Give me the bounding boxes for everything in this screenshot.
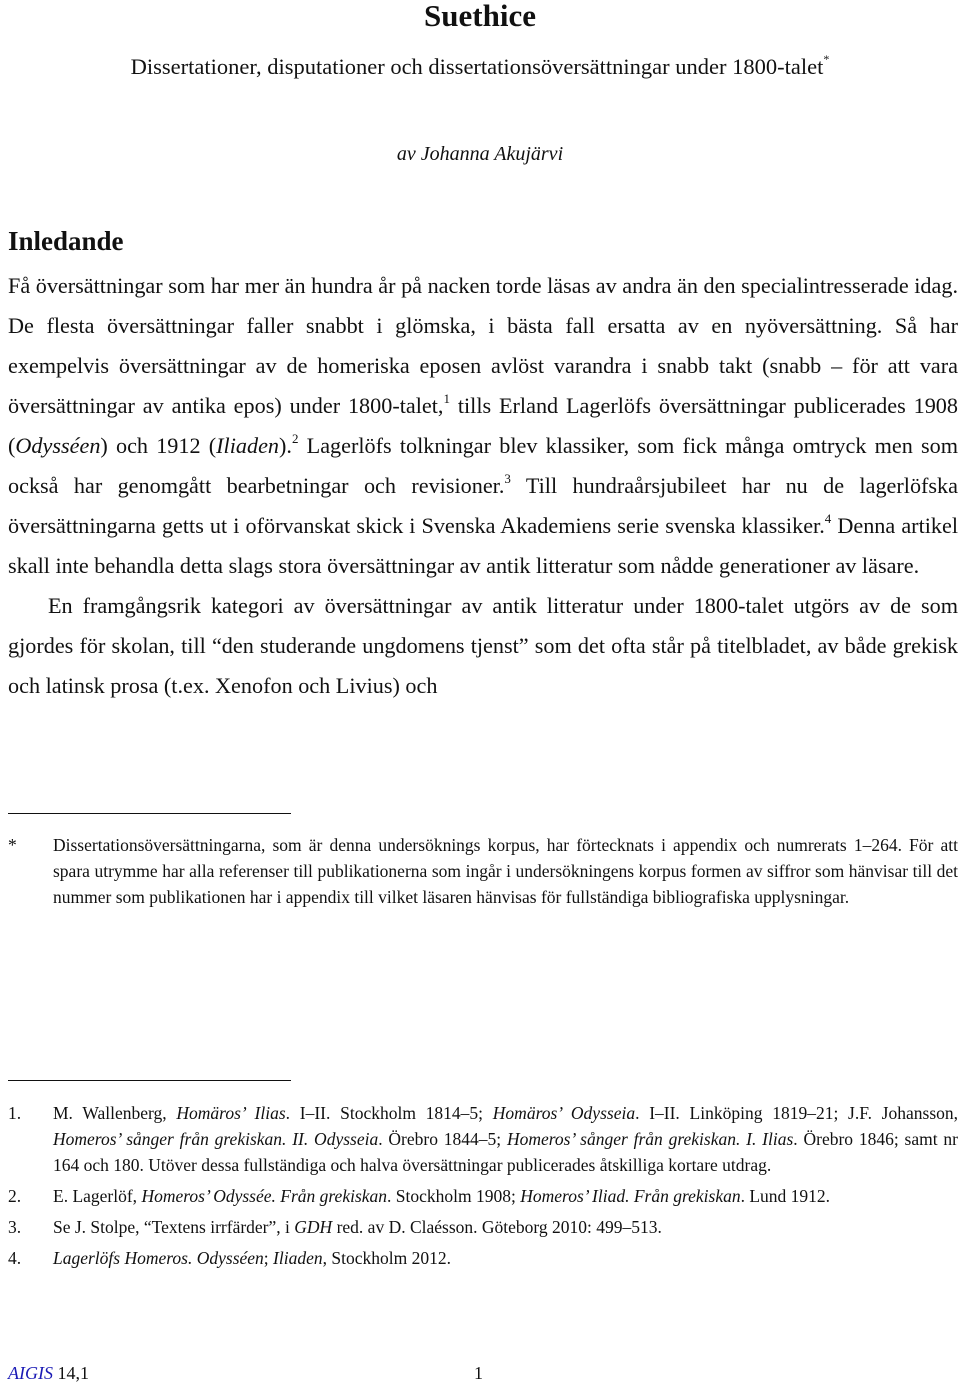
fn4-s1: ;: [263, 1248, 274, 1268]
section-heading: Inledande: [8, 226, 124, 256]
footnote-separator-bottom: [8, 1080, 291, 1081]
footnote-3-text: [53, 1214, 958, 1240]
p1-title-odysseen: Odysséen: [15, 433, 101, 458]
fn2-i2: Homeros’ Iliad. Från grekiskan: [520, 1186, 741, 1206]
footnote-1: [8, 1100, 958, 1178]
author-byline: av Johanna Akujärvi: [396, 143, 564, 165]
p1-text-f: Till hundraårsjubileet har nu de lagerlöfska översättningarna getts ut i oförvanskat skick i Svenska Akademiens serie svenska klassiker.: [8, 473, 959, 538]
footnote-separator-top: [8, 813, 291, 814]
subtitle-footnote-mark[interactable]: *: [823, 52, 830, 66]
fn4-s2: , Stockholm 2012.: [322, 1248, 451, 1268]
p1-text-e: Lagerlöfs tolkningar blev klassiker, som fick många omtryck men som också har genomgått bearbetningar och revisioner.: [8, 433, 958, 498]
fn1-s2: . I–II. Stockholm 1814–5;: [285, 1103, 493, 1123]
fn2-s1: E. Lagerlöf,: [53, 1186, 142, 1206]
fn1-s1: M. Wallenberg,: [53, 1103, 177, 1123]
footnote-4-number: 4.: [8, 1248, 22, 1268]
paragraph-2: En framgångsrik kategori av översättningar av antik litteratur under 1800-talet utgörs av de som gjordes för skolan, till “den studerande ungdomens tjenst” som det ofta står på titelbladet, av både grekisk och latinsk prosa (t.ex. Xenofon och Livius) och: [8, 593, 958, 698]
fn1-i4: Homeros’ sånger från grekiskan. I. Ilias: [506, 1129, 794, 1149]
p1-text-c: ) och 1912 (: [100, 433, 217, 458]
paragraph-1: [8, 266, 958, 586]
footnote-1-number: 1.: [8, 1103, 22, 1123]
footnote-2: [8, 1183, 958, 1209]
footnote-3: [8, 1214, 958, 1240]
fn2-s3: . Lund 1912.: [740, 1186, 831, 1206]
p1-text-b: tills Erland Lagerlöfs översättningar publicerades 1908 (: [8, 393, 958, 458]
footnote-ref-1[interactable]: 1: [443, 391, 450, 406]
page-footer: [8, 1362, 958, 1384]
p1-text-a: Få översättningar som har mer än hundra år på nacken torde läsas av andra än den specialintresserade idag. De flesta översättningar faller snabbt i glömska, i bästa fall ersatta av en nyöversättning. Så har exempelvis översättningar av de homeriska eposen avlöst varandra i snabb takt (snabb – för att vara översättningar av antika epos) under 1800-talet,: [8, 273, 958, 418]
footnote-2-number: 2.: [8, 1186, 22, 1206]
footnote-1-text: [53, 1100, 958, 1178]
page-title: Suethice: [424, 0, 536, 33]
star-footnote-mark: *: [8, 835, 17, 855]
fn4-i2: Iliaden: [273, 1248, 323, 1268]
footnote-4: [8, 1245, 958, 1271]
footnote-3-number: 3.: [8, 1217, 22, 1237]
fn1-s4: . Örebro 1844–5;: [378, 1129, 507, 1149]
subtitle-text: Dissertationer, disputationer och dissertationsöversättningar under 1800-talet: [130, 54, 824, 79]
star-footnote-text: Dissertationsöversättningarna, som är denna undersöknings korpus, har förtecknats i appendix och numrerats 1–264. För att spara utrymme har alla referenser till publikationerna som ingår i undersökningens korpus formen av siffror som hänvisar till det nummer som publikationen har i appendix till vilket läsaren hänvisas för fullständiga bibliografiska upplysningar.: [53, 835, 958, 907]
fn1-s5: . Örebro 1846; samt nr 164 och 180. Utöver dessa fullständiga och halva översättningar publicerades åtskilliga kortare utdrag.: [53, 1129, 958, 1175]
journal-link[interactable]: AIGIS: [8, 1363, 53, 1383]
fn3-s2: red. av D. Claésson. Göteborg 2010: 499–513.: [332, 1217, 662, 1237]
fn1-i2: Homäros’ Odysseia: [492, 1103, 636, 1123]
footnote-ref-2[interactable]: 2: [291, 431, 299, 446]
p1-text-d: ).: [279, 433, 292, 458]
footnote-4-text: [53, 1245, 958, 1271]
p1-title-iliaden: Iliaden: [216, 433, 280, 458]
page-number: 1: [474, 1363, 483, 1383]
star-footnote: [8, 832, 958, 910]
footnotes-list: [8, 1100, 958, 1276]
fn1-s3: . I–II. Linköping 1819–21; J.F. Johansson,: [635, 1103, 959, 1123]
fn1-i1: Homäros’ Ilias: [176, 1103, 286, 1123]
fn4-i1: Lagerlöfs Homeros. Odysséen: [53, 1248, 264, 1268]
article-subtitle: [0, 52, 960, 82]
footnote-ref-3[interactable]: 3: [504, 471, 511, 486]
fn2-s2: . Stockholm 1908;: [387, 1186, 521, 1206]
footnote-ref-4[interactable]: 4: [824, 511, 832, 526]
fn2-i1: Homeros’ Odyssée. Från grekiskan: [141, 1186, 388, 1206]
p1-text-g: Denna artikel skall inte behandla detta slags stora översättningar av antik litteratur som nådde generationer av läsare.: [8, 513, 959, 578]
footnote-2-text: [53, 1183, 958, 1209]
journal-volume: 14,1: [52, 1363, 89, 1383]
fn3-s1: Se J. Stolpe, “Textens irrfärder”, i: [53, 1217, 295, 1237]
body-text: [8, 266, 958, 706]
fn3-i1: GDH: [294, 1217, 333, 1237]
fn1-i3: Homeros’ sånger från grekiskan. II. Odysseia: [53, 1129, 379, 1149]
